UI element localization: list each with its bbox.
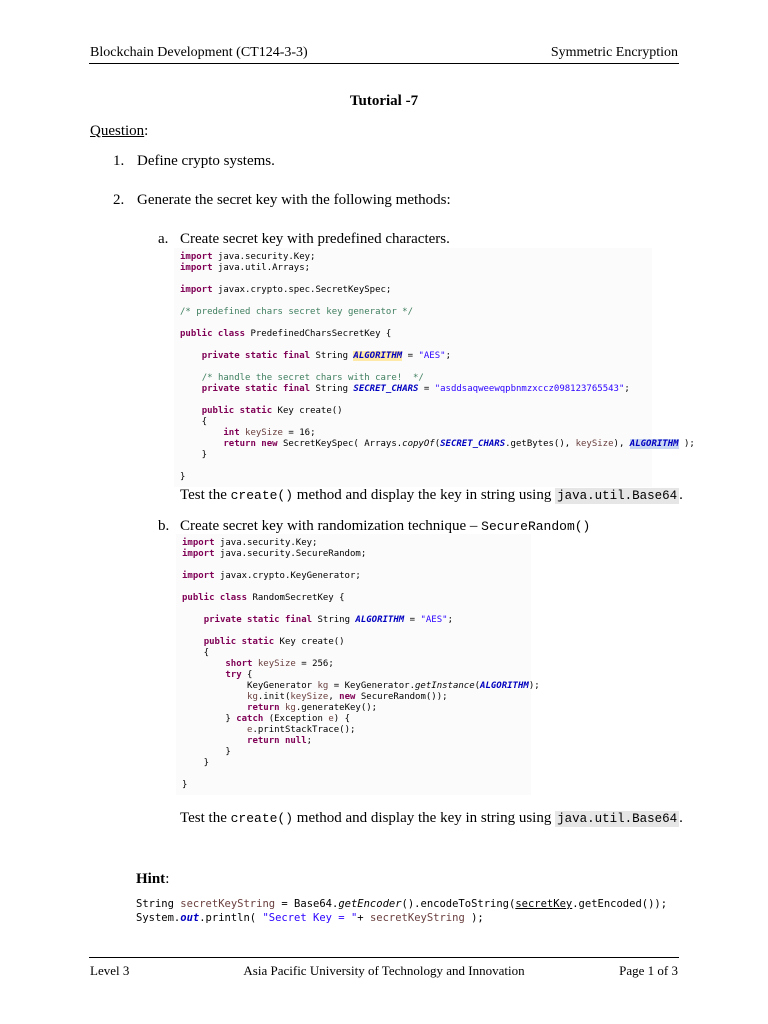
- test-instruction-b: [180, 810, 683, 827]
- hint-label: Hint: [136, 871, 166, 887]
- part-b-text: Create secret key with randomization technique –: [180, 518, 482, 534]
- part-b-method: SecureRandom(): [481, 519, 591, 534]
- question-1: [113, 153, 275, 170]
- footer-level: Level 3: [90, 963, 130, 978]
- question-label: Question: [90, 123, 145, 139]
- header-rule: [89, 63, 679, 64]
- question-heading: Question:: [90, 123, 149, 139]
- code-random-secret-key: import java.security.Key; import java.security.SecureRandom; import javax.crypto.KeyGenerator; public class RandomSecretKey { private static final String ALGORITHM = "AES"; public static Key create() { short keySize = 256; try { KeyGenerator kg = KeyGenerator.getInstance(ALGORITHM); kg.init(keySize, new SecureRandom()); return kg.generateKey(); } catch (Exception e) { e.printStackTrace(); return null; } } }: [176, 534, 531, 795]
- part-b: [158, 518, 590, 535]
- test-a-class: java.util.Base64: [557, 489, 678, 503]
- page-title: Tutorial -7: [349, 93, 419, 109]
- test-a-suffix: .: [679, 487, 683, 503]
- test-a-middle: method and display the key in string using: [293, 487, 556, 503]
- test-a-method: create(): [230, 488, 294, 503]
- question-1-text: Define crypto systems.: [137, 153, 275, 169]
- test-b-method: create(): [230, 811, 294, 826]
- question-2-number: 2.: [113, 192, 125, 208]
- code-block-random: [176, 534, 540, 795]
- hint-heading: Hint:: [136, 871, 170, 887]
- test-b-suffix: .: [679, 810, 683, 826]
- header-topic: Symmetric Encryption: [550, 45, 678, 60]
- footer-university: Asia Pacific University of Technology and Innovation: [243, 963, 525, 978]
- test-b-prefix: Test the: [180, 810, 231, 826]
- test-a-prefix: Test the: [180, 487, 231, 503]
- footer-rule: [89, 957, 679, 958]
- test-b-class: java.util.Base64: [557, 812, 678, 826]
- footer-page-number: Page 1 of 3: [619, 963, 678, 978]
- question-2-text: Generate the secret key with the following methods:: [137, 192, 451, 208]
- test-instruction-a: [180, 487, 683, 504]
- question-1-number: 1.: [113, 153, 125, 169]
- part-a-label: a.: [158, 231, 169, 247]
- part-a-text: Create secret key with predefined characters.: [180, 231, 450, 247]
- part-b-label: b.: [158, 518, 170, 534]
- test-b-middle: method and display the key in string using: [293, 810, 556, 826]
- hint-code: String secretKeyString = Base64.getEncoder().encodeToString(secretKey.getEncoded()); System.out.println( "Secret Key = "+ secretKeyString );: [136, 898, 668, 924]
- code-block-predefined: [174, 248, 695, 487]
- part-a: [158, 231, 450, 248]
- code-predefined-chars: import java.security.Key; import java.util.Arrays; import javax.crypto.spec.SecretKeySpec; /* predefined chars secret key generator */ public class PredefinedCharsSecretKey { private static final String ALGORITHM = "AES"; /* handle the secret chars with care! */ private static final String SECRET_CHARS = "asddsaqweewqpbnmzxccz098123765543"; public static Key create() { int keySize = 16; return new SecretKeySpec( Arrays.copyOf(SECRET_CHARS.getBytes(), keySize), ALGORITHM ); } }: [174, 248, 652, 487]
- header-course: Blockchain Development (CT124-3-3): [90, 45, 308, 60]
- question-2: [113, 192, 451, 209]
